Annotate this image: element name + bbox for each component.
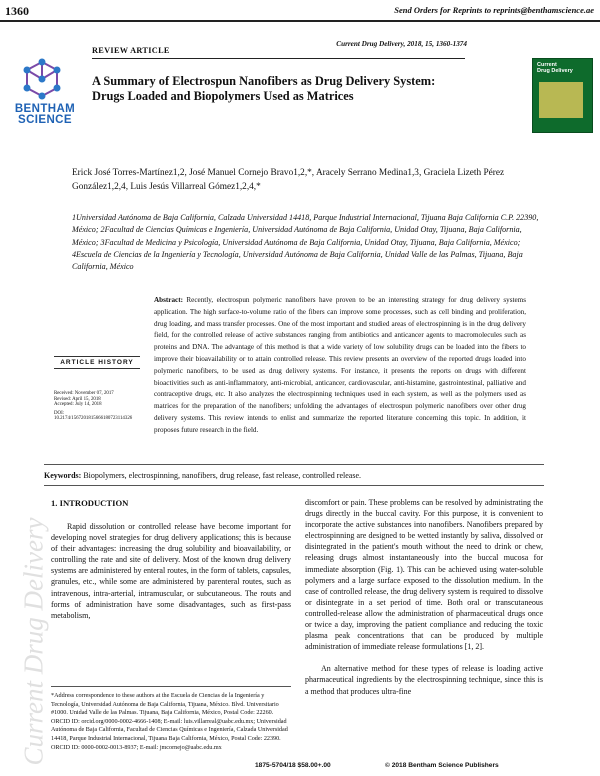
history-received: Received: November 07, 2017 [54, 391, 114, 396]
history-accepted: Accepted: July 14, 2018 [54, 402, 102, 408]
article-title: A Summary of Electrospun Nanofibers as Drug Delivery System: Drugs Loaded and Biopolymers Used as Matrices [92, 74, 436, 103]
footnote-rule [51, 686, 291, 687]
issn-price: 1875-5704/18 $58.00+.00 [255, 762, 331, 769]
keywords: Keywords: Biopolymers, electrospinning, nanofibers, drug release, fast release, controlled release. [44, 471, 362, 480]
header-rule [0, 20, 600, 22]
keywords-top-rule [44, 464, 544, 465]
right-column-text: discomfort or pain. These problems can be resolved by administrating the drugs directly in the buccal cavity. For this purpose, it is convenient to incorporate the active substances into nanofibers. Nanofibers prepared by electrospinning are designed to be wetted instantly by saliva, dissolved or disintegrated in the patient's mouth without the need to drink or chew, releasing drugs almost instantaneously into the buccal mucosa for immediate absorption (Fig. 1). This can be achieved using water-soluble polymers and a large surface exposed to the dissolution medium. In the case of controlled release, the drug delivery system is required to dissolve or disintegrate in a set period of time. Both oral or transcutaneous controlled-release allow the administration of pharmaceutical drugs once or twice a day, improving the patient compliance and reducing the toxic plasma peak concentrations that can be produced by multiple administration of immediate release formulations [1, 2]. An alternative method for these types of release is loading active pharmaceutical ingredients by the electrospinning technique, since this is a method that produces ultra-fine [305, 498, 543, 696]
affiliations: 1Universidad Autónoma de Baja California, Calzada Universidad 14418, Parque Industrial Internacional, Tijuana Baja California C.P. 22390, México; 2Facultad de Ciencias Químicas e Ingeniería, Universidad Autónoma de Baja California, Unidad Otay, Tijuana, Baja California, México; 3Facultad de Medicina y Psicología, Universidad Autónoma de Baja California, Unidad Otay, Tijuana, Baja California, México; 4Escuela de Ciencias de la Ingeniería y Tecnología, Universidad Autónoma de Baja California, Unidad Valle de las Palmas, Tijuana, Baja California, México [72, 213, 539, 272]
history-revised: Revised: April 15, 2018 [54, 396, 101, 402]
cover-image [539, 82, 583, 118]
left-column-text: Rapid dissolution or controlled release have become important for developing novel strategies for drug delivery applications; this is because of their advantages: increasing the drug solubility and bioavailability, or controlling the rate and site of delivery. Most of the known drug delivery systems are administered by enteral routes, in the form of tablets, capsules, granules, etc., while some are administered by parenteral routes, such as intravenous, intra-arterial, intramuscular, or subcutaneous. The routs and forms of administration have some disadvantages, such as first-pass metabolism, [51, 522, 291, 620]
history-doi-label: DOI: [54, 410, 65, 416]
article-history-title: ARTICLE HISTORY [54, 356, 140, 369]
reprint-notice: Send Orders for Reprints to reprints@benthamscience.ae [394, 5, 594, 15]
cover-title: Current Drug Delivery [537, 62, 573, 74]
article-history [54, 356, 140, 422]
section-heading: 1. INTRODUCTION [51, 498, 129, 508]
history-doi[interactable]: 10.2174/1567201815666180723114326 [54, 416, 133, 422]
page-number: 1360 [5, 4, 29, 18]
keywords-bottom-rule [44, 485, 544, 486]
article-type-rule [92, 58, 465, 59]
copyright: © 2018 Bentham Science Publishers [385, 762, 499, 769]
bentham-logo [4, 58, 80, 138]
abstract: Abstract: Recently, electrospun polymeric nanofibers have proven to be an interesting strategy for drug delivery systems application. The high surface-to-volume ratio of the fibers can improve some processes, such as cell binding and proliferation, drug loading, and mass transfer processes. One of the most important and studied areas of electrospinning is in the drug delivery field, for the controlled release of active substances ranging from antibiotics and anticancer agents to macromolecules such as proteins and DNA. The advantage of this method is that a wide variety of low solubility drugs can be loaded into the fibers to improve their bioavailability or to attain controlled release. This review presents an overview of the reported drugs loaded into polymeric nanofibers, to be used as drug delivery systems. For instance, it presents the reports on drugs with different bioactivities such as anti-inflammatory, anti-microbial, anticancer, cardiovascular, anti-histamine, gastrointestinal, palliative and contraceptive drugs, etc. It also analyzes the electrospinning techniques used in each system, as well as the polymers used as matrices for the preparation of the nanofibers; unfolding the advantages of electrospun polymeric nanofibers over other drug delivery systems. This review intends to enlist and summarize the reported literature concerning this topic. In addition, it proposes future research in the field. [154, 296, 526, 434]
journal-citation: Current Drug Delivery, 2018, 15, 1360-1374 [336, 40, 467, 48]
article-type: REVIEW ARTICLE [92, 46, 170, 55]
author-list: Erick José Torres-Martínez1,2, José Manuel Cornejo Bravo1,2,*, Aracely Serrano Medina1,3, Graciela Lizeth Pérez González1,2,4, Luis Jesús Villarreal Gómez1,2,4,* [72, 168, 505, 192]
molecule-logo-icon [4, 58, 80, 104]
publisher-name: BENTHAM SCIENCE [14, 103, 76, 126]
journal-watermark: Current Drug Delivery [18, 517, 49, 766]
correspondence-footnote: *Address correspondence to these authors at the Escuela de Ciencias de la Ingeniería y Tecnología, Universidad Autónoma de Baja California, Tijuana, México. Blvd. Universitario #1000. Unidad Valle de las Palmas. Tijuana, Baja California, México, Postal Code: 22260. ORCID ID: orcid.org/0000-0002-4666-1408; E-mail: luis.villarreal@uabc.edu.mx; Universidad Autónoma de Baja California, Facultad de Ciencias Químicas e Ingeniería, Calzada Universidad 14418, Parque Industrial Internacional, Tijuana Baja California, México, Postal Code: 22390. ORCID ID: 0000-0002-0013-8937; E-mail: jmcornejo@uabc.edu.mx [51, 693, 288, 751]
